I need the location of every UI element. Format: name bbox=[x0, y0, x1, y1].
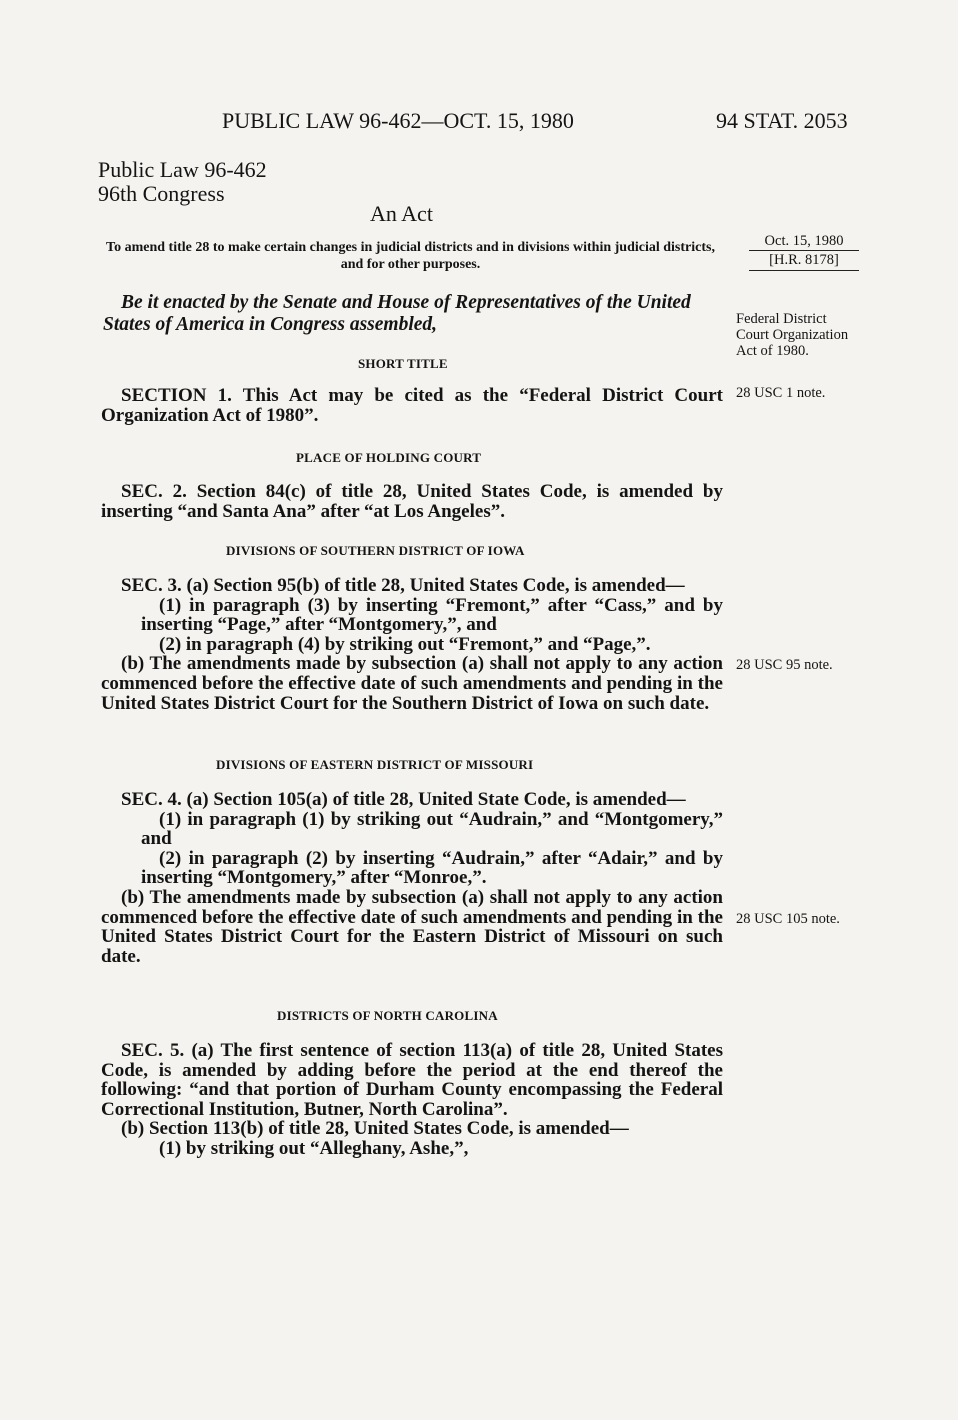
section-1 bbox=[101, 386, 723, 425]
margin-note-usc-105: 28 USC 105 note. bbox=[736, 911, 840, 927]
act-purpose: To amend title 28 to make certain changes in judicial districts and in divisions within judicial districts, and for other purposes. bbox=[106, 240, 715, 272]
heading-eastern-district-missouri: DIVISIONS OF EASTERN DISTRICT OF MISSOURI bbox=[216, 757, 534, 772]
section-4-a-2: (2) in paragraph (2) by inserting “Audrain,” after “Adair,” and by inserting “Montgomery,” after “Monroe,”. bbox=[141, 847, 723, 889]
section-4-b: (b) The amendments made by subsection (a) shall not apply to any action commenced before the effective date of such amendments and pending in the United States District Court for the Eastern District of Missouri on such date. bbox=[101, 886, 723, 967]
divider bbox=[749, 250, 859, 251]
section-4 bbox=[101, 790, 723, 966]
section-4-a: SEC. 4. (a) Section 105(a) of title 28, United State Code, is amended— bbox=[121, 789, 686, 810]
section-5 bbox=[101, 1041, 723, 1159]
section-3-b: (b) The amendments made by subsection (a) shall not apply to any action commenced before the effective date of such amendments and pending in the United States District Court for the Southern District of Iowa on such date. bbox=[101, 653, 723, 714]
heading-southern-district-iowa: DIVISIONS OF SOUTHERN DISTRICT OF IOWA bbox=[226, 543, 525, 558]
section-5-a: SEC. 5. (a) The first sentence of section 113(a) of title 28, United States Code, is amended by adding before the period at the end thereof the following: “and that portion of Durham County encompassing the Federal Correctional Institution, Butner, North Carolina”. bbox=[101, 1040, 723, 1120]
divider bbox=[749, 270, 859, 271]
margin-note-short-name: Federal District Court Organization Act of 1980. bbox=[736, 311, 849, 359]
stat-citation: 94 STAT. 2053 bbox=[716, 108, 848, 133]
bill-number: [H.R. 8178] bbox=[769, 252, 839, 268]
public-law-number: Public Law 96-462 bbox=[98, 157, 267, 182]
section-3 bbox=[101, 576, 723, 713]
heading-short-title: SHORT TITLE bbox=[358, 356, 448, 371]
section-4-a-1: (1) in paragraph (1) by striking out “Audrain,” and “Montgomery,” and bbox=[141, 808, 723, 850]
running-title: PUBLIC LAW 96-462—OCT. 15, 1980 bbox=[222, 108, 574, 133]
section-3-a: SEC. 3. (a) Section 95(b) of title 28, United States Code, is amended— bbox=[121, 575, 685, 596]
congress-number: 96th Congress bbox=[98, 181, 225, 206]
heading-place-of-holding-court: PLACE OF HOLDING COURT bbox=[296, 450, 482, 465]
section-2-text: SEC. 2. Section 84(c) of title 28, United States Code, is amended by inserting “and Santa Ana” after “at Los Angeles”. bbox=[101, 481, 723, 522]
section-3-a-1: (1) in paragraph (3) by inserting “Fremont,” after “Cass,” and by inserting “Page,” after “Montgomery,”, and bbox=[141, 594, 723, 636]
section-1-text: SECTION 1. This Act may be cited as the “Federal District Court Organization Act of 1980”. bbox=[101, 385, 723, 426]
section-5-b-1: (1) by striking out “Alleghany, Ashe,”, bbox=[159, 1137, 469, 1159]
margin-note-usc-95: 28 USC 95 note. bbox=[736, 657, 833, 673]
margin-note-usc-1: 28 USC 1 note. bbox=[736, 385, 826, 401]
heading-north-carolina: DISTRICTS OF NORTH CAROLINA bbox=[277, 1008, 498, 1023]
date-box bbox=[749, 233, 859, 271]
section-2 bbox=[101, 482, 723, 521]
section-5-b: (b) Section 113(b) of title 28, United States Code, is amended— bbox=[121, 1118, 629, 1140]
act-title: An Act bbox=[370, 201, 433, 226]
section-3-a-2: (2) in paragraph (4) by striking out “Fremont,” and “Page,”. bbox=[159, 633, 651, 655]
enactment-date: Oct. 15, 1980 bbox=[764, 233, 844, 249]
enacting-clause: Be it enacted by the Senate and House of Representatives of the United States of America in Congress assembled, bbox=[103, 292, 691, 335]
